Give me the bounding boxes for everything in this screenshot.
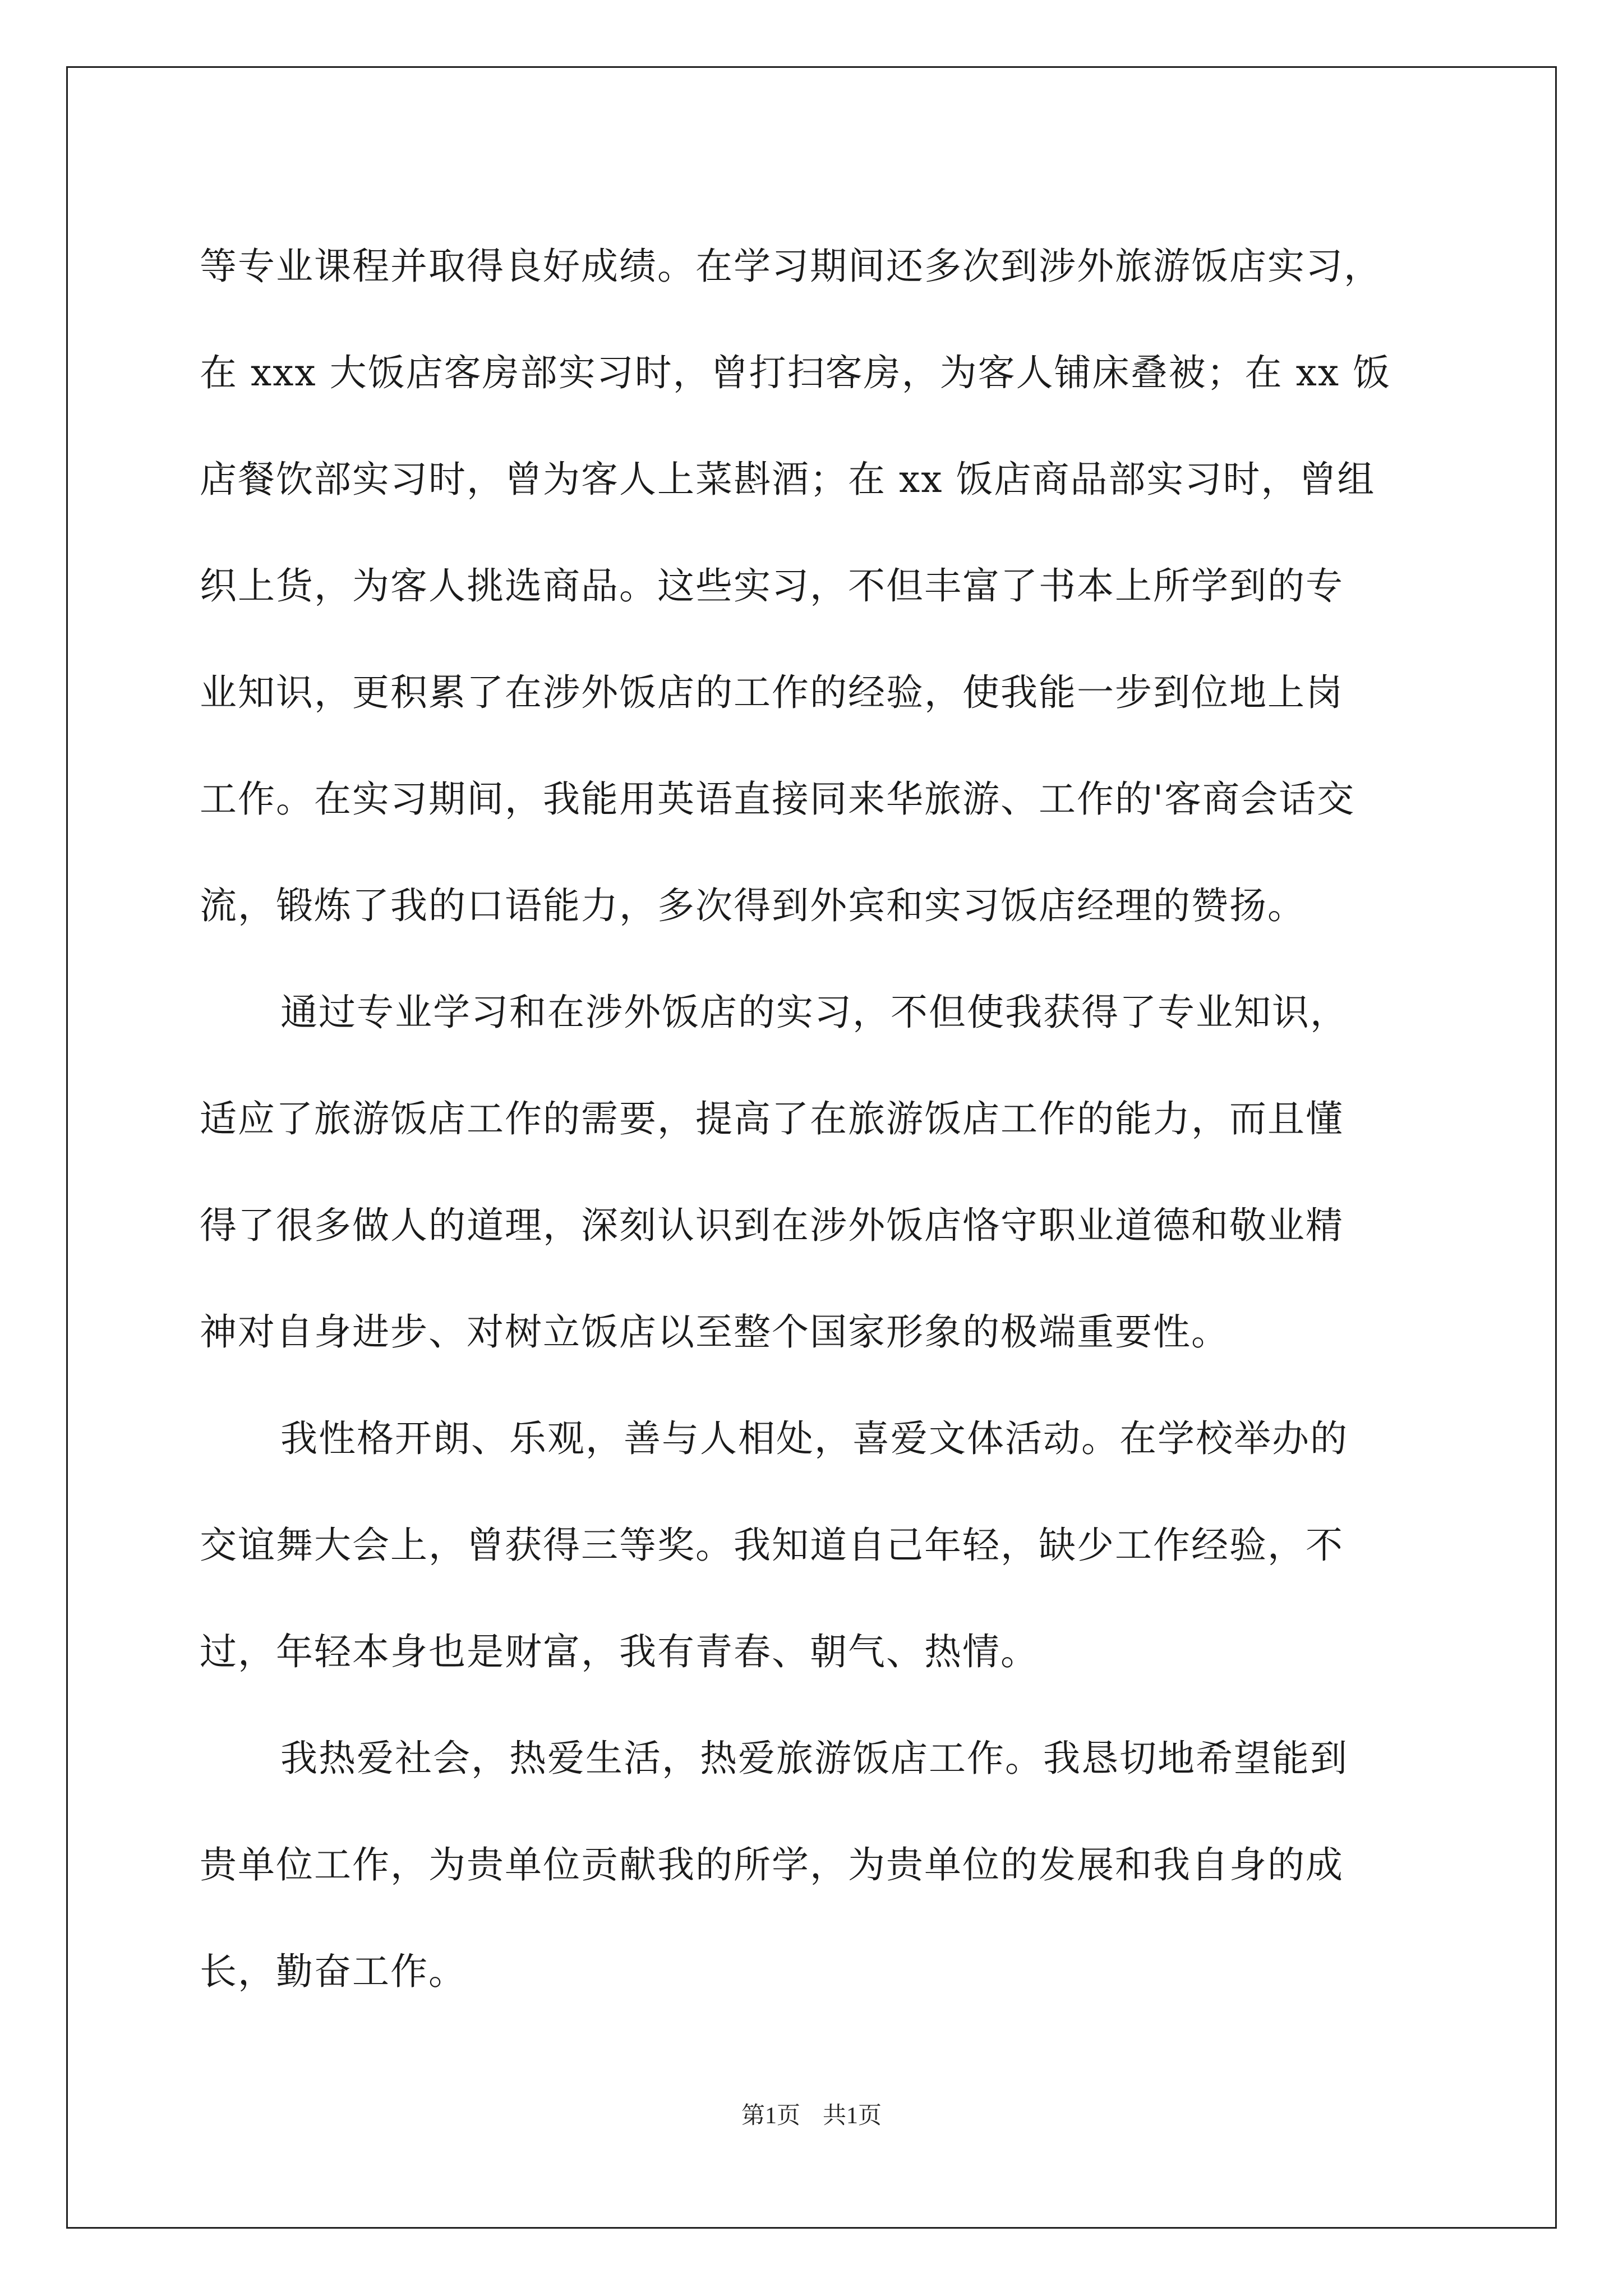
text-line: 长，勤奋工作。 — [200, 1950, 467, 1993]
text-line: 我热爱社会，热爱生活，热爱旅游饭店工作。我恳切地希望能到 — [280, 1737, 1348, 1780]
text-line: 在 xxx 大饭店客房部实习时，曾打扫客房，为客人铺床叠被；在 xx 饭 — [200, 351, 1391, 394]
text-line: 神对自身进步、对树立饭店以至整个国家形象的极端重要性。 — [200, 1310, 1229, 1354]
page-footer — [0, 2099, 1623, 2133]
text-line: 织上货，为客人挑选商品。这些实习，不但丰富了书本上所学到的专 — [200, 564, 1344, 608]
text-line: 通过专业学习和在涉外饭店的实习，不但使我获得了专业知识， — [280, 991, 1348, 1034]
text-line: 我性格开朗、乐观，善与人相处，喜爱文体活动。在学校举办的 — [280, 1417, 1348, 1460]
text-line: 交谊舞大会上，曾获得三等奖。我知道自己年轻，缺少工作经验，不 — [200, 1524, 1344, 1567]
text-line: 等专业课程并取得良好成绩。在学习期间还多次到涉外旅游饭店实习， — [200, 245, 1382, 288]
document-body — [200, 213, 1426, 2025]
text-line: 店餐饮部实习时，曾为客人上菜斟酒；在 xx 饭店商品部实习时，曾组 — [200, 458, 1376, 501]
total-pages: 共1页 — [823, 2103, 882, 2129]
text-line: 得了很多做人的道理，深刻认识到在涉外饭店恪守职业道德和敬业精 — [200, 1204, 1344, 1247]
text-line: 适应了旅游饭店工作的需要，提高了在旅游饭店工作的能力，而且懂 — [200, 1097, 1344, 1140]
text-line: 流，锻炼了我的口语能力，多次得到外宾和实习饭店经理的赞扬。 — [200, 884, 1306, 927]
text-line: 过，年轻本身也是财富，我有青春、朝气、热情。 — [200, 1630, 1039, 1673]
text-line: 贵单位工作，为贵单位贡献我的所学，为贵单位的发展和我自身的成 — [200, 1843, 1344, 1887]
page-number: 第1页 — [741, 2103, 800, 2129]
text-line: 工作。在实习期间，我能用英语直接同来华旅游、工作的'客商会话交 — [200, 777, 1355, 821]
text-line: 业知识，更积累了在涉外饭店的工作的经验，使我能一步到位地上岗 — [200, 671, 1344, 714]
